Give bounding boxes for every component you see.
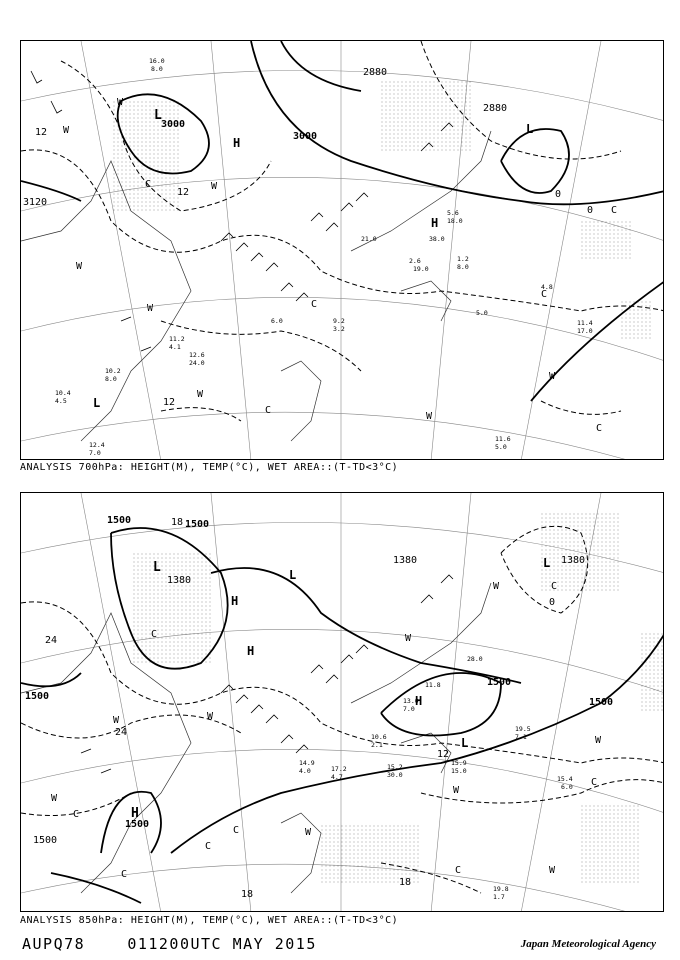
height-label: 1500 bbox=[487, 677, 512, 688]
wet-label: W bbox=[305, 827, 312, 838]
station-value: 6.0 bbox=[271, 317, 283, 325]
cold-label: C bbox=[121, 869, 128, 880]
wet-label: W bbox=[113, 715, 120, 726]
station-value: 5.6 bbox=[447, 209, 459, 217]
cold-label: C bbox=[551, 581, 558, 592]
station-value: 4.5 bbox=[55, 397, 67, 405]
low-center-label: L bbox=[526, 122, 534, 136]
wet-label: W bbox=[595, 735, 602, 746]
station-value: 8.0 bbox=[151, 65, 163, 73]
station-value: 38.0 bbox=[429, 235, 445, 243]
station-value: 12.4 bbox=[89, 441, 105, 449]
station-value: 15.4 bbox=[557, 775, 573, 783]
height-label: 1380 bbox=[167, 575, 192, 586]
high-center-label: H bbox=[131, 806, 139, 821]
height-label: 2880 bbox=[483, 103, 508, 114]
temp-label: 12 bbox=[35, 127, 48, 138]
station-value: 17.0 bbox=[577, 327, 593, 335]
height-label: 1500 bbox=[33, 835, 58, 846]
temp-label: 12 bbox=[177, 187, 190, 198]
station-value: 5.0 bbox=[495, 443, 507, 451]
panel-caption-700hpa: ANALYSIS 700hPa: HEIGHT(M), TEMP(°C), WET AREA::(T-TD<3°C) bbox=[20, 462, 399, 473]
height-label: 3000 bbox=[293, 131, 318, 142]
station-value: 10.2 bbox=[105, 367, 121, 375]
temp-label: 12 bbox=[437, 749, 450, 760]
map-svg-700hpa bbox=[21, 41, 664, 460]
wet-label: W bbox=[211, 181, 218, 192]
station-value: 9.2 bbox=[333, 317, 345, 325]
chart-id: AUPQ78 bbox=[22, 935, 86, 953]
wet-label: W bbox=[147, 303, 154, 314]
station-value: 11.6 bbox=[495, 435, 511, 443]
station-value: 4.0 bbox=[299, 767, 311, 775]
station-value: 19.8 bbox=[493, 885, 509, 893]
temp-label: 18 bbox=[171, 517, 184, 528]
analysis-time: 011200UTC MAY 2015 bbox=[127, 935, 317, 953]
station-value: 15.0 bbox=[451, 767, 467, 775]
wet-label: W bbox=[549, 371, 556, 382]
cold-label: C bbox=[73, 809, 80, 820]
station-value: 7.1 bbox=[515, 733, 527, 741]
cold-label: C bbox=[151, 629, 158, 640]
cold-labels bbox=[145, 179, 617, 434]
map-panel-850hpa bbox=[20, 492, 664, 912]
low-center-label: L bbox=[154, 108, 162, 123]
station-value: 18.0 bbox=[447, 217, 463, 225]
cold-label: C bbox=[233, 825, 240, 836]
cold-label: C bbox=[205, 841, 212, 852]
wet-label: W bbox=[405, 633, 412, 644]
coastline bbox=[21, 131, 491, 441]
wet-label: W bbox=[197, 389, 204, 400]
high-center-label: H bbox=[247, 644, 255, 658]
station-value: 19.5 bbox=[515, 725, 531, 733]
low-center-label: L bbox=[153, 560, 161, 575]
high-center-label: H bbox=[415, 694, 423, 708]
station-value: 28.0 bbox=[467, 655, 483, 663]
temp-label: 24 bbox=[45, 635, 58, 646]
cold-label: C bbox=[611, 205, 618, 216]
high-center-label: H bbox=[431, 216, 439, 230]
station-value: 1.2 bbox=[457, 255, 469, 263]
station-value: 30.0 bbox=[387, 771, 403, 779]
station-value: 12.6 bbox=[189, 351, 205, 359]
temp-label: 24 bbox=[115, 727, 128, 738]
height-label: 1380 bbox=[393, 555, 418, 566]
station-value: 2.1 bbox=[371, 741, 383, 749]
station-value: 6.0 bbox=[561, 783, 573, 791]
station-value: 10.6 bbox=[371, 733, 387, 741]
station-value: 2.6 bbox=[409, 257, 421, 265]
map-panel-700hpa bbox=[20, 40, 664, 460]
height-label: 1500 bbox=[107, 515, 132, 526]
cold-label: C bbox=[265, 405, 272, 416]
height-contours bbox=[21, 41, 664, 401]
height-label: 1500 bbox=[185, 519, 210, 530]
height-label: 1500 bbox=[589, 697, 614, 708]
station-value: 11.4 bbox=[577, 319, 593, 327]
height-label: 1380 bbox=[561, 555, 586, 566]
station-value: 11.2 bbox=[169, 335, 185, 343]
map-svg-850hpa bbox=[21, 493, 664, 912]
station-value: 19.0 bbox=[413, 265, 429, 273]
station-value: 4.8 bbox=[541, 283, 553, 291]
wet-label: W bbox=[493, 581, 500, 592]
station-value: 24.0 bbox=[189, 359, 205, 367]
cold-label: C bbox=[455, 865, 462, 876]
height-label: 3000 bbox=[161, 119, 186, 130]
height-label: 1500 bbox=[25, 691, 50, 702]
station-value: 13.0 bbox=[403, 697, 419, 705]
temp-label: 0 bbox=[555, 189, 562, 200]
high-center-label: H bbox=[231, 594, 239, 608]
station-value: 8.0 bbox=[457, 263, 469, 271]
chart-code bbox=[22, 935, 317, 953]
low-center-label: L bbox=[461, 736, 469, 750]
station-value: 16.0 bbox=[149, 57, 165, 65]
temp-label: 18 bbox=[241, 889, 254, 900]
height-label: 2880 bbox=[363, 67, 388, 78]
height-label: 3120 bbox=[23, 197, 48, 208]
cold-label: C bbox=[145, 179, 152, 190]
cold-label: C bbox=[591, 777, 598, 788]
station-value: 1.7 bbox=[493, 893, 505, 901]
low-center-label: L bbox=[543, 556, 551, 570]
wet-label: W bbox=[426, 411, 433, 422]
temp-label: 12 bbox=[163, 397, 176, 408]
station-value: 8.0 bbox=[105, 375, 117, 383]
wet-label: W bbox=[207, 711, 214, 722]
station-value: 15.9 bbox=[451, 759, 467, 767]
agency-credit: Japan Meteorological Agency bbox=[520, 938, 656, 950]
cold-label: C bbox=[541, 289, 548, 300]
high-center-label: H bbox=[233, 136, 241, 150]
station-value: 17.2 bbox=[331, 765, 347, 773]
wet-label: W bbox=[549, 865, 556, 876]
panel-caption-850hpa: ANALYSIS 850hPa: HEIGHT(M), TEMP(°C), WET AREA::(T-TD<3°C) bbox=[20, 915, 399, 926]
station-value: 14.9 bbox=[299, 759, 315, 767]
low-center-label: L bbox=[289, 568, 297, 582]
station-value: 7.0 bbox=[89, 449, 101, 457]
wet-label: W bbox=[51, 793, 58, 804]
temp-label: 0 bbox=[587, 205, 594, 216]
cold-label: C bbox=[311, 299, 318, 310]
station-value: 10.4 bbox=[55, 389, 71, 397]
cold-label: C bbox=[596, 423, 603, 434]
wet-label: W bbox=[453, 785, 460, 796]
station-value: 4.1 bbox=[169, 343, 181, 351]
station-value: 11.8 bbox=[425, 681, 441, 689]
low-center-label: L bbox=[93, 396, 101, 410]
wet-label: W bbox=[117, 97, 124, 108]
station-value: 21.0 bbox=[361, 235, 377, 243]
temp-label: 18 bbox=[399, 877, 412, 888]
station-value: 3.2 bbox=[333, 325, 345, 333]
wet-label: W bbox=[76, 261, 83, 272]
station-value: 5.0 bbox=[476, 309, 488, 317]
station-value: 7.0 bbox=[403, 705, 415, 713]
wet-label: W bbox=[63, 125, 70, 136]
height-label: 1500 bbox=[125, 819, 150, 830]
station-value: 15.2 bbox=[387, 763, 403, 771]
temp-label: 0 bbox=[549, 597, 556, 608]
station-value: 4.7 bbox=[331, 773, 343, 781]
